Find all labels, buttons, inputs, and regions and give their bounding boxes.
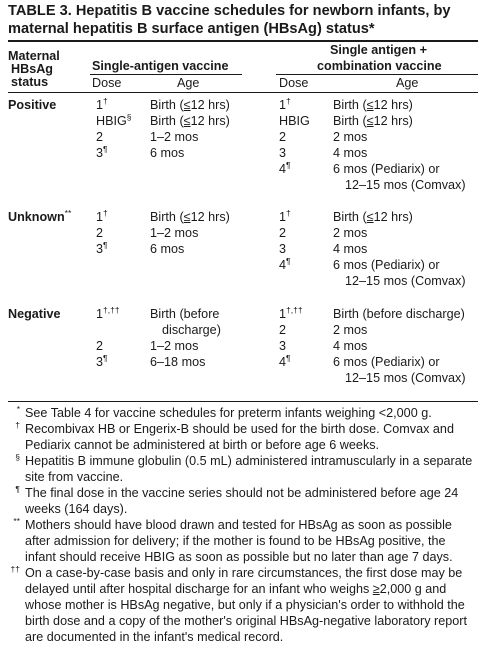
footnote	[8, 485, 478, 517]
single-antigen-group-header: Single-antigen vaccine	[92, 59, 229, 73]
combo-group-header-line-1: Single antigen +	[330, 43, 427, 57]
footnote-marker: **	[64, 208, 72, 218]
single-dose-cell: 3¶	[96, 240, 108, 256]
footnote	[8, 517, 478, 565]
footnote-text: The final dose in the vaccine series should not be administered before age 24 weeks (164 days).	[25, 486, 459, 516]
status-unknown: Unknown**	[8, 208, 72, 224]
combo-group-header-line-2: combination vaccine	[317, 59, 442, 73]
single-age-cell-continued: discharge)	[162, 323, 221, 337]
combo-age-header: Age	[396, 76, 419, 90]
combo-age-cell-continued: 12–15 mos (Comvax)	[345, 274, 466, 288]
combo-age-cell: 4 mos	[333, 339, 368, 353]
header-bottom-rule	[8, 92, 478, 93]
combo-group-rule	[276, 74, 478, 75]
single-age-cell: 6 mos	[150, 242, 185, 256]
single-age-cell: Birth (≤12 hrs)	[150, 210, 230, 224]
single-age-header: Age	[177, 76, 200, 90]
footnote-text: Mothers should have blood drawn and tested for HBsAg as soon as possible after admission for delivery; if the mother is found to be HBsAg positive, the infant should receive HBIG as soon as possible but no later than age 7 days.	[25, 518, 453, 564]
single-dose-cell: 3¶	[96, 144, 108, 160]
footnote-symbol: †	[15, 420, 20, 430]
footnote	[8, 453, 478, 485]
footnote-symbol: ††	[10, 564, 20, 574]
combo-age-cell: Birth (≤12 hrs)	[333, 114, 413, 128]
single-age-cell: 1–2 mos	[150, 226, 199, 240]
combo-age-cell: 4 mos	[333, 242, 368, 256]
combo-dose-cell: 3	[279, 339, 287, 353]
footnote-text: See Table 4 for vaccine schedules for preterm infants weighing <2,000 g.	[25, 406, 432, 420]
single-dose-cell: 1†	[96, 208, 108, 224]
single-age-cell: 1–2 mos	[150, 339, 199, 353]
combo-age-cell: Birth (before discharge)	[333, 307, 465, 321]
combo-dose-cell: 1†,††	[279, 305, 303, 321]
footnote-marker: ¶	[286, 353, 291, 363]
footnote-text: Hepatitis B immune globulin (0.5 mL) administered intramuscularly in a separate site from vaccine.	[25, 454, 473, 484]
combo-dose-cell: 4¶	[279, 256, 291, 272]
footnote-symbol: ¶	[15, 484, 20, 494]
status-header-line-3: status	[11, 75, 49, 89]
combo-age-cell: 2 mos	[333, 130, 368, 144]
footnote-marker: §	[126, 112, 132, 122]
combo-dose-cell: 4¶	[279, 160, 291, 176]
single-age-cell: 1–2 mos	[150, 130, 199, 144]
combo-dose-cell: 2	[279, 226, 287, 240]
combo-dose-cell: 3	[279, 242, 287, 256]
single-age-cell: Birth (≤12 hrs)	[150, 114, 230, 128]
footnote-marker: †	[103, 208, 108, 218]
footnote-marker: †,††	[103, 305, 120, 315]
status-negative: Negative	[8, 307, 61, 321]
single-age-cell: Birth (≤12 hrs)	[150, 98, 230, 112]
combo-dose-header: Dose	[279, 76, 309, 90]
combo-age-cell: Birth (≤12 hrs)	[333, 210, 413, 224]
combo-dose-cell: 1†	[279, 208, 291, 224]
single-group-rule	[90, 74, 242, 75]
single-dose-cell: 1†,††	[96, 305, 120, 321]
footnote-marker: †	[286, 208, 291, 218]
footnote-symbol: **	[13, 516, 20, 526]
footnote-marker: †	[103, 96, 108, 106]
combo-age-cell-continued: 12–15 mos (Comvax)	[345, 371, 466, 385]
footnote-marker: ¶	[286, 256, 291, 266]
footnote-marker: ¶	[103, 240, 108, 250]
single-dose-cell: 2	[96, 339, 104, 353]
combo-dose-cell: 1†	[279, 96, 291, 112]
single-dose-cell: 2	[96, 130, 104, 144]
single-dose-header: Dose	[92, 76, 122, 90]
footnote-symbol: §	[15, 452, 20, 462]
single-dose-cell: 3¶	[96, 353, 108, 369]
single-dose-cell: 1†	[96, 96, 108, 112]
combo-age-cell: 6 mos (Pediarix) or	[333, 258, 440, 272]
footnote-marker: ¶	[103, 144, 108, 154]
combo-dose-cell: 2	[279, 130, 287, 144]
table-bottom-rule	[8, 401, 478, 402]
footnote	[8, 565, 478, 645]
status-header-line-2: HBsAg	[11, 62, 53, 76]
footnote-text: On a case-by-case basis and only in rare circumstances, the first dose may be delayed until after hospital discharge for an infant who weighs ≥2,000 g and whose mother is HBsAg negative, but only if a physician's order to withhold the birth dose and a copy of the mother's original HBsAg-negative laboratory report are documented in the infant's medical record.	[25, 566, 467, 644]
footnote-text: Recombivax HB or Engerix-B should be used for the birth dose. Comvax and Pediarix cannot be administered at birth or before age 6 weeks.	[25, 422, 454, 452]
table-title: TABLE 3. Hepatitis B vaccine schedules for newborn infants, by maternal hepatitis B surface antigen (HBsAg) status*	[8, 3, 451, 37]
status-header-line-1: Maternal	[8, 49, 60, 63]
single-age-cell: Birth (before	[150, 307, 220, 321]
footnote	[8, 421, 478, 453]
footnote	[8, 405, 478, 421]
combo-dose-cell: 4¶	[279, 353, 291, 369]
combo-dose-cell: HBIG	[279, 114, 310, 128]
single-age-cell: 6–18 mos	[150, 355, 206, 369]
footnote-marker: ¶	[103, 353, 108, 363]
footnote-marker: †	[286, 96, 291, 106]
title-rule	[8, 40, 478, 42]
combo-age-cell-continued: 12–15 mos (Comvax)	[345, 178, 466, 192]
footnote-symbol: *	[16, 404, 20, 414]
combo-age-cell: 2 mos	[333, 323, 368, 337]
combo-age-cell: Birth (≤12 hrs)	[333, 98, 413, 112]
combo-dose-cell: 3	[279, 146, 287, 160]
footnote-marker: †,††	[286, 305, 303, 315]
combo-age-cell: 6 mos (Pediarix) or	[333, 355, 440, 369]
status-positive: Positive	[8, 98, 57, 112]
combo-age-cell: 6 mos (Pediarix) or	[333, 162, 440, 176]
combo-age-cell: 2 mos	[333, 226, 368, 240]
combo-age-cell: 4 mos	[333, 146, 368, 160]
footnote-marker: ¶	[286, 160, 291, 170]
combo-dose-cell: 2	[279, 323, 287, 337]
single-dose-cell: 2	[96, 226, 104, 240]
single-age-cell: 6 mos	[150, 146, 185, 160]
single-dose-cell: HBIG§	[96, 112, 132, 128]
